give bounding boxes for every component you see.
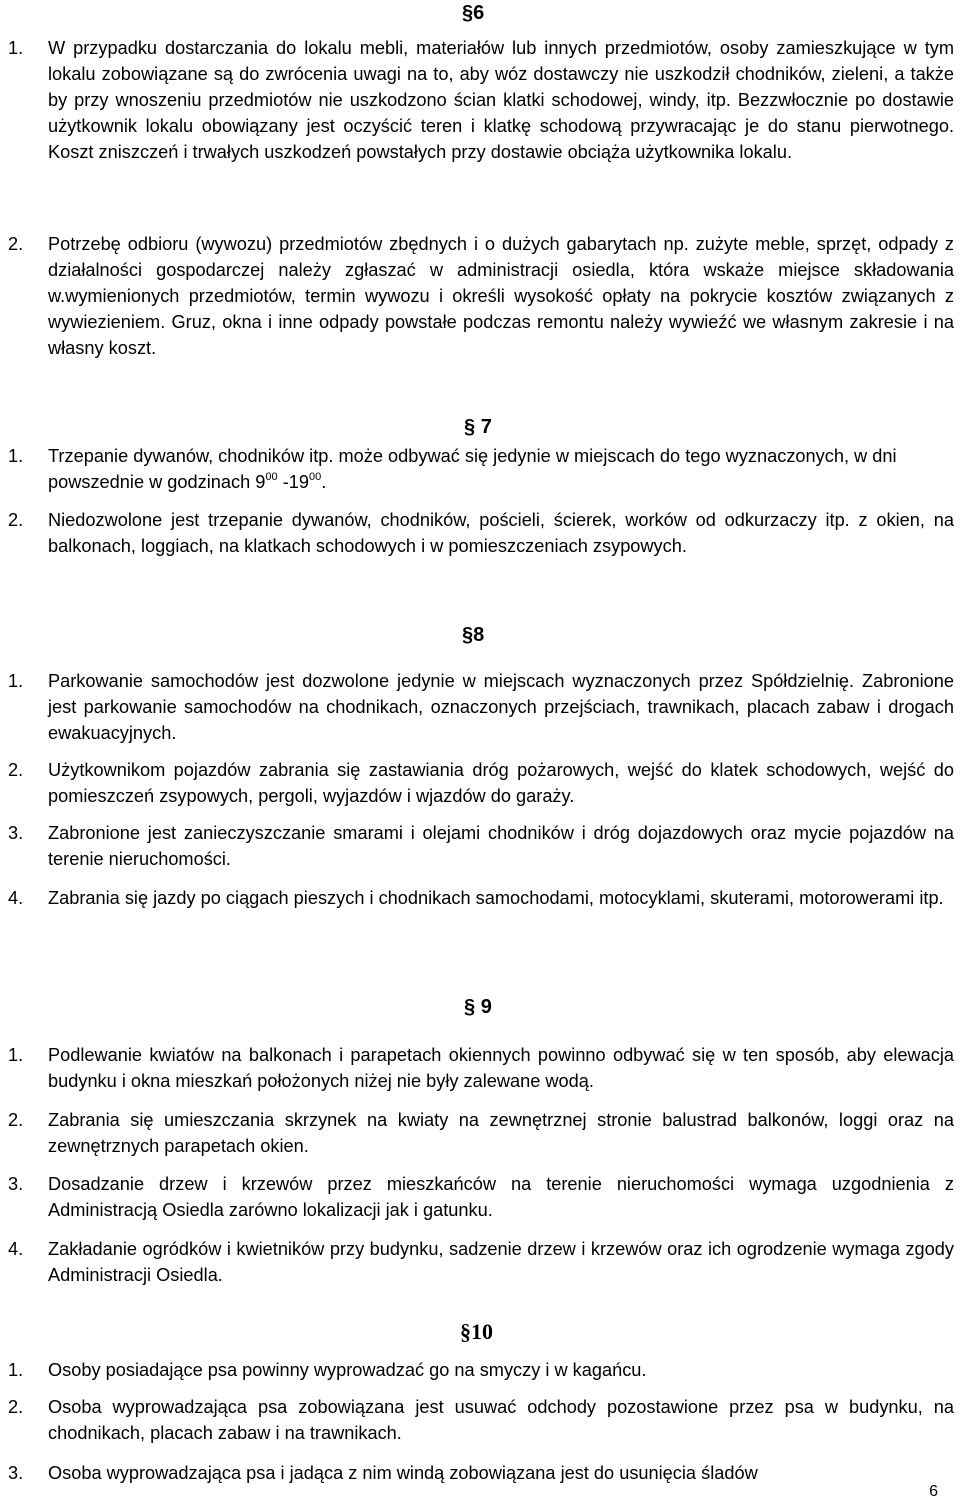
section-symbol: § <box>464 416 476 438</box>
item-number: 1. <box>8 671 24 691</box>
section-heading-9 <box>464 996 492 1018</box>
item-text <box>48 443 954 495</box>
item-number: 2. <box>8 510 24 530</box>
paragraph-10-2 <box>0 1394 960 1446</box>
paragraph-9-2 <box>0 1107 960 1159</box>
paragraph-7-1 <box>0 443 960 495</box>
section-heading-7 <box>464 416 492 438</box>
paragraph-10-3 <box>0 1460 960 1486</box>
item-number: 1. <box>8 38 24 58</box>
item-number: 1. <box>8 446 24 466</box>
item-text: Podlewanie kwiatów na balkonach i parapetach okiennych powinno odbywać się w ten sposób, aby elewacja budynku i okna mieszkań położonych niżej nie były zalewane wodą. <box>48 1045 954 1091</box>
item-text: Zabrania się umieszczania skrzynek na kwiaty na zewnętrznej stronie balustrad balkonów, loggi oraz na zewnętrznych parapetach okien. <box>48 1110 954 1156</box>
section-number: 7 <box>480 416 492 438</box>
item-number: 2. <box>8 760 24 780</box>
section-number: 8 <box>473 624 485 646</box>
superscript: 00 <box>308 470 322 483</box>
item-number: 2. <box>8 1397 24 1417</box>
section-heading-6 <box>462 2 484 24</box>
paragraph-7-2 <box>0 507 960 559</box>
item-text: Osoby posiadające psa powinny wyprowadzać go na smyczy i w kagańcu. <box>48 1360 647 1380</box>
paragraph-9-1 <box>0 1042 960 1094</box>
item-text: Zabronione jest zanieczyszczanie smarami i olejami chodników i dróg dojazdowych oraz mycie pojazdów na terenie nieruchomości. <box>48 823 954 869</box>
section-symbol: § <box>462 2 474 24</box>
item-text: Potrzebę odbioru (wywozu) przedmiotów zbędnych i o dużych gabarytach np. zużyte meble, sprzęt, odpady z działalności gospodarczej należy zgłaszać w administracji osiedla, która wskaże miejsce składowania w.wymienionych przedmiotów, termin wywozu i określi wysokość opłaty na pokrycie kosztów związanych z wywiezieniem. Gruz, okna i inne odpady powstałe podczas remontu należy wywieźć we własnym zakresie i na własny koszt. <box>48 234 954 358</box>
item-number: 2. <box>8 1110 24 1130</box>
section-number: 9 <box>480 996 492 1018</box>
item-text: Niedozwolone jest trzepanie dywanów, chodników, pościeli, ścierek, worków od odkurzaczy itp. z okien, na balkonach, loggiach, na klatkach schodowych i w pomieszczeniach zsypowych. <box>48 510 954 556</box>
item-number: 3. <box>8 1174 24 1194</box>
paragraph-8-3 <box>0 820 960 872</box>
item-number: 4. <box>8 888 24 908</box>
paragraph-6-2 <box>0 231 960 361</box>
item-number: 4. <box>8 1239 24 1259</box>
section-symbol: § <box>460 1319 471 1344</box>
section-symbol: § <box>462 624 474 646</box>
item-number: 1. <box>8 1360 24 1380</box>
item-text-part: -19 <box>277 472 309 492</box>
item-text: Zabrania się jazdy po ciągach pieszych i chodnikach samochodami, motocyklami, skuterami, motorowerami itp. <box>48 888 944 908</box>
item-text: Osoba wyprowadzająca psa zobowiązana jest usuwać odchody pozostawione przez psa w budynku, na chodnikach, placach zabaw i na trawnikach. <box>48 1397 954 1443</box>
item-number: 3. <box>8 823 24 843</box>
item-text: W przypadku dostarczania do lokalu mebli, materiałów lub innych przedmiotów, osoby zamieszkujące w tym lokalu zobowiązane są do zwrócenia uwagi na to, aby wóz dostawczy nie uszkodził chodników, zieleni, a także by przy wnoszeniu przedmiotów nie uszkodzono ścian klatki schodowej, windy, itp. Bezzwłocznie po dostawie użytkownik lokalu obowiązany jest oczyścić teren i klatkę schodową przywracając je do stanu pierwotnego. Koszt zniszczeń i trwałych uszkodzeń powstałych przy dostawie obciąża użytkownika lokalu. <box>48 38 954 162</box>
paragraph-8-4 <box>0 885 960 911</box>
item-text: Użytkownikom pojazdów zabrania się zastawiania dróg pożarowych, wejść do klatek schodowych, wejść do pomieszczeń zsypowych, pergoli, wyjazdów i wjazdów do garaży. <box>48 760 954 806</box>
item-text: Parkowanie samochodów jest dozwolone jedynie w miejscach wyznaczonych przez Spółdzielnię. Zabronione jest parkowanie samochodów na chodnikach, oznaczonych przejściach, trawnikach, placach zabaw i drogach ewakuacyjnych. <box>48 671 954 743</box>
item-text-part: Trzepanie dywanów, chodników itp. może odbywać się jedynie w miejscach do tego wyznaczonych, w dni powszednie w godzinach 9 <box>48 446 897 492</box>
item-number: 1. <box>8 1045 24 1065</box>
item-text-part: . <box>321 472 327 492</box>
item-text: Dosadzanie drzew i krzewów przez mieszkańców na terenie nieruchomości wymaga uzgodnienia z Administracją Osiedla zarówno lokalizacji jak i gatunku. <box>48 1174 954 1220</box>
paragraph-8-1 <box>0 668 960 746</box>
item-text: Zakładanie ogródków i kwietników przy budynku, sadzenie drzew i krzewów oraz ich ogrodzenie wymaga zgody Administracji Osiedla. <box>48 1239 954 1285</box>
section-heading-10 <box>460 1321 493 1343</box>
page-number: 6 <box>929 1483 938 1500</box>
paragraph-9-3 <box>0 1171 960 1223</box>
paragraph-9-4 <box>0 1236 960 1288</box>
section-number: 6 <box>473 2 485 24</box>
superscript: 00 <box>265 470 278 483</box>
item-number: 3. <box>8 1463 24 1483</box>
item-text: Osoba wyprowadzająca psa i jadąca z nim windą zobowiązana jest do usunięcia śladów <box>48 1463 758 1483</box>
section-symbol: § <box>464 996 476 1018</box>
paragraph-6-1 <box>0 35 960 165</box>
paragraph-10-1 <box>0 1357 960 1383</box>
section-number: 10 <box>471 1319 493 1344</box>
item-number: 2. <box>8 234 24 254</box>
paragraph-8-2 <box>0 757 960 809</box>
section-heading-8 <box>462 624 484 646</box>
